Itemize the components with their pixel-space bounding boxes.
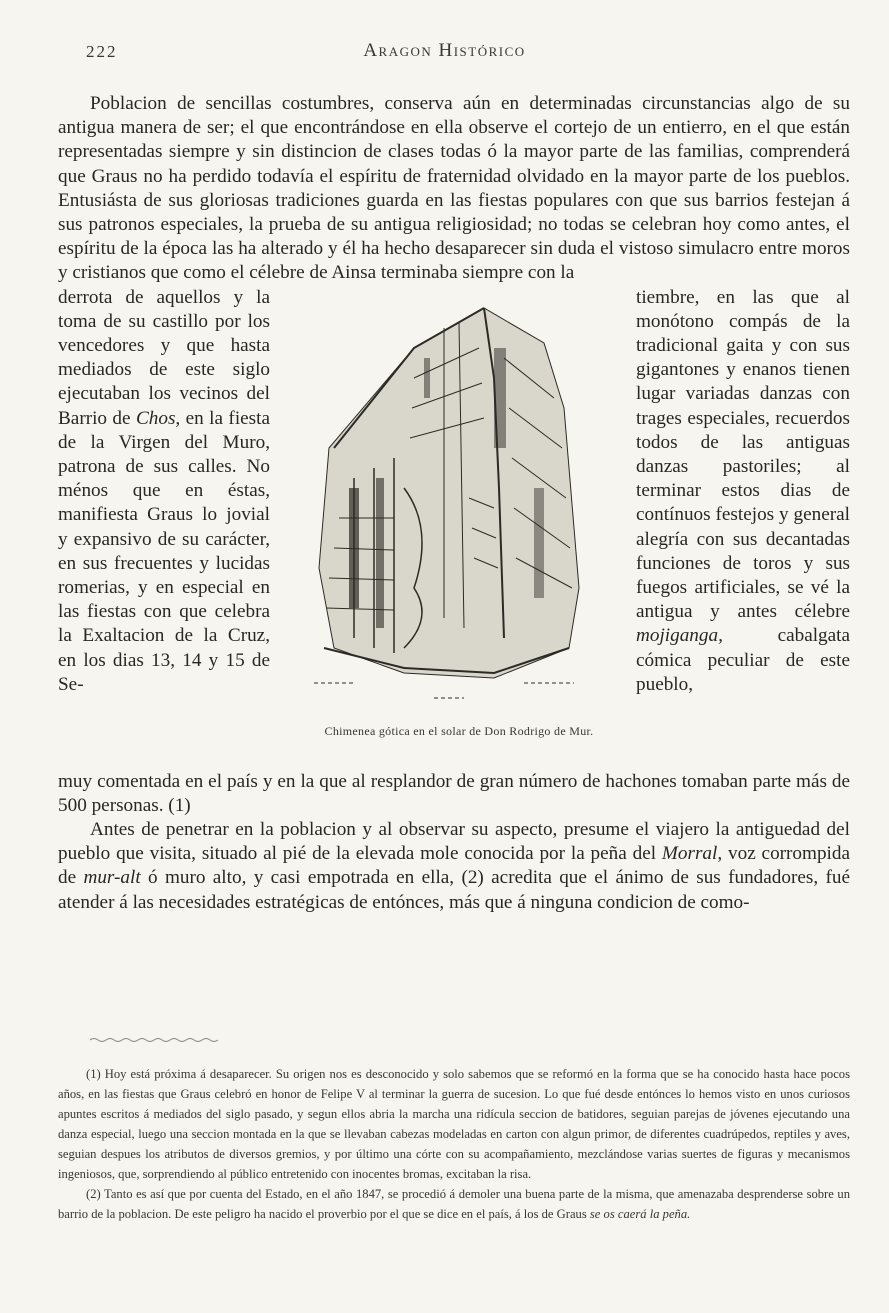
footnote-2-proverb: se os caerá la peña. (589, 1207, 691, 1221)
wrap-section (58, 286, 850, 770)
paragraph-2-text-a: Antes de penetrar en la poblacion y al observar su aspecto, presume el viajero la antiguedad del pueblo que visita, situado al pié de la elevada mole conocida por la peña del (58, 819, 850, 865)
paragraph-2-text-c: ó muro alto, y casi empotrada en ella, (2) acredita que el ánimo de sus fundadores, fué atender á las necesidades estratégicas de entónces, más que á ninguna condicion de como- (58, 867, 850, 913)
paragraph-2 (58, 818, 850, 915)
page-number: 222 (86, 42, 118, 61)
paragraph-2-text-b: voz corrompida de (58, 843, 850, 889)
footnote-2 (58, 1184, 850, 1224)
right-column-text-b: cabalgata cómica peculiar de este pueblo, (636, 625, 850, 695)
paragraph-1-top: Poblacion de sencillas costumbres, conserva aún en determinadas circunstancias algo de su antigua manera de ser; el que encontrándose en ella observe el cortejo de un entierro, en el que están representadas siempre y sin distincion de clases todas ó la mayor parte de las familias, comprenderá que Graus no ha perdido todavía el espíritu de fraternidad olvidado en la mayor parte de los pueblos. Entusiásta de sus gloriosas tradiciones guarda en las fiestas populares con que sus barrios festejan á sus patronos especiales, la prueba de su antigua religiosidad; no todas se celebran hoy como antes, el espíritu de la época las ha alterado y él ha hecho desaparecer sin duda el vistoso simulacro entre moros y cristianos que como el célebre de Ainsa terminaba siempre con la (58, 93, 850, 284)
footnote-2-text: (2) Tanto es así que por cuenta del Estado, en el año 1847, se procedió á demoler una buena parte de la misma, que amenazaba desprenderse sobre un barrio de la poblacion. De este peligro ha nacido el proverbio por el que se dice en el país, á los de Graus (58, 1187, 850, 1221)
left-column (58, 286, 270, 697)
paragraph-1-end: muy comentada en el país y en la que al resplandor de gran número de hachones tomaban parte más de 500 personas. (1) (58, 770, 850, 816)
figure-caption: Chimenea gótica en el solar de Don Rodrigo de Mur. (324, 723, 594, 738)
footnotes (58, 1064, 850, 1224)
paragraph-2-morral: Morral, (661, 843, 723, 865)
paragraph-2-muralt: mur-alt (83, 867, 141, 889)
right-column (636, 286, 850, 697)
right-column-text-a: tiembre, en las que al monótono compás de la tradicional gaita y con sus gigantones y enanos tienen lugar variadas danzas con trages especiales, recuerdos todos de las antiguas danzas pastoriles; al terminar estos dias de contínuos festejos y general alegría con sus decantadas funciones de toros y sus fuegos artificiales, se vé la antigua y antes célebre (636, 286, 850, 623)
footnote-rule (90, 1037, 220, 1043)
left-column-chos: Chos, (135, 407, 181, 429)
right-column-mojiganga: mojiganga, (636, 625, 723, 647)
main-text (58, 92, 850, 915)
left-column-text-b: en la fiesta de la Virgen del Muro, patrona de sus calles. No ménos que en éstas, manifiesta Graus lo jovial y expansivo de su carácter, en sus frecuentes y lucidas romerias, y en especial en las fiestas con que celebra la Exaltacion de la Cruz, en los dias 13, 14 y 15 de Se- (58, 407, 270, 695)
left-column-text-a: derrota de aquellos y la toma de su castillo por los vencedores y que hasta mediados de este siglo ejecutaban los vecinos del Barrio de (58, 286, 270, 429)
running-title: Aragon Histórico (363, 40, 526, 61)
chimney-illustration (294, 288, 624, 718)
figure (294, 288, 624, 738)
footnote-1: (1) Hoy está próxima á desaparecer. Su origen nos es desconocido y solo sabemos que se reformó en la forma que se ha conocido hasta hace pocos años, en las fiestas que Graus celebró en honor de Felipe V al terminar la guerra de sucesion. Lo que fué desde entónces lo hemos visto en unos curiosos apuntes escritos á mediados del siglo pasado, y segun ellos abria la marcha una ridícula seccion de batidores, seguian parejas de jóvenes ejecutando una danza especial, luego una seccion montada en la que se llevaban cabezas modeladas en carton con algun primor, de diferentes cuadrúpedos, reptiles y aves, seguian despues los atributos de diversos gremios, y por último una córte con su acompañamiento, mezclándose varias suertes de figuras y mecanismos ingeniosos, que, sorprendiendo al público entretenido con inocentes bromas, excitaban la risa. (58, 1067, 850, 1181)
